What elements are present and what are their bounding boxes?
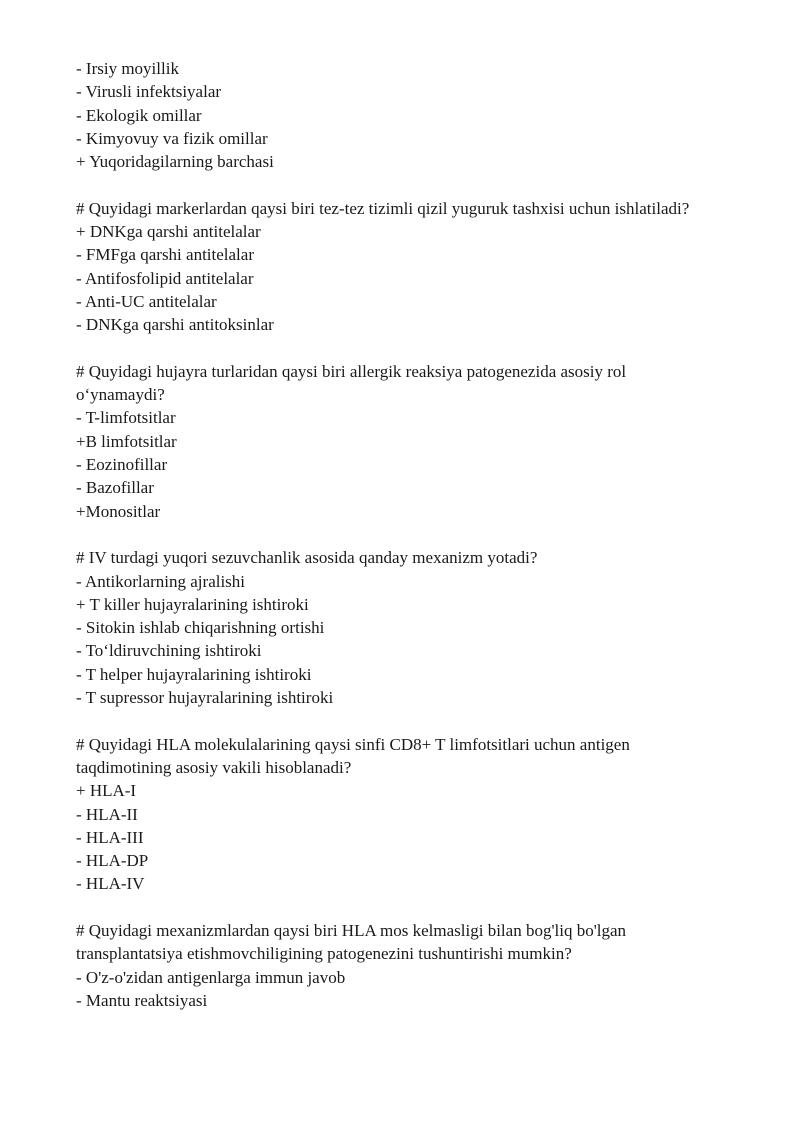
answer-option: +Monositlar xyxy=(76,501,161,521)
answer-option: + HLA-I xyxy=(76,781,137,801)
answer-option: - Sitokin ishlab chiqarishning ortishi xyxy=(76,618,325,638)
question-text: # Quyidagi mexanizmlardan qaysi biri HLA mos kelmasligi bilan bog'liq bo'lgan transplantatsiya etishmovchiligining patogenezini tushuntirishi mumkin? xyxy=(76,920,631,964)
answer-option: - Bazofillar xyxy=(76,478,154,498)
answer-option: - To‘ldiruvchining ishtiroki xyxy=(76,641,262,661)
answer-option: - Mantu reaktsiyasi xyxy=(76,990,208,1010)
question-block xyxy=(76,546,716,709)
answer-option: - Irsiy moyillik xyxy=(76,59,179,78)
paragraph-spacer xyxy=(76,173,716,196)
answer-option: - O'z-o'zidan antigenlarga immun javob xyxy=(76,967,346,987)
answer-option: + T killer hujayralarining ishtiroki xyxy=(76,594,309,614)
paragraph-spacer xyxy=(76,337,716,360)
question-block xyxy=(76,57,716,173)
paragraph-spacer xyxy=(76,523,716,546)
answer-option: - Anti-UC antitelalar xyxy=(76,291,217,311)
answer-option: - DNKga qarshi antitoksinlar xyxy=(76,315,274,335)
paragraph-spacer xyxy=(76,896,716,919)
question-block xyxy=(76,197,716,337)
question-text: # Quyidagi HLA molekulalarining qaysi sinfi CD8+ T limfotsitlari uchun antigen taqdimotining asosiy vakili hisoblanadi? xyxy=(76,734,635,777)
answer-option: + DNKga qarshi antitelalar xyxy=(76,222,261,242)
answer-option: - HLA-II xyxy=(76,804,138,824)
answer-option: - Antikorlarning ajralishi xyxy=(76,571,246,591)
question-text: # Quyidagi hujayra turlaridan qaysi biri allergik reaksiya patogenezida asosiy rol o‘ynamaydi? xyxy=(76,361,631,405)
answer-option: - Eozinofillar xyxy=(76,455,168,475)
answer-option: +B limfotsitlar xyxy=(76,431,177,451)
question-text: # IV turdagi yuqori sezuvchanlik asosida qanday mexanizm yotadi? xyxy=(76,548,538,568)
paragraph-spacer xyxy=(76,709,716,732)
document-page xyxy=(76,57,716,1012)
answer-option: - HLA-IV xyxy=(76,874,145,894)
answer-option: - FMFga qarshi antitelalar xyxy=(76,245,254,265)
question-block xyxy=(76,360,716,523)
answer-option: - HLA-III xyxy=(76,827,144,847)
answer-option: + Yuqoridagilarning barchasi xyxy=(76,152,274,172)
answer-option: - T-limfotsitlar xyxy=(76,408,176,428)
answer-option: - Virusli infektsiyalar xyxy=(76,82,222,102)
question-block xyxy=(76,919,716,1012)
answer-option: - T helper hujayralarining ishtiroki xyxy=(76,664,312,684)
question-text: # Quyidagi markerlardan qaysi biri tez-tez tizimli qizil yuguruk tashxisi uchun ishlatiladi? xyxy=(76,198,690,218)
answer-option: - Kimyovuy va fizik omillar xyxy=(76,128,268,148)
answer-option: - T supressor hujayralarining ishtiroki xyxy=(76,688,334,708)
answer-option: - Ekologik omillar xyxy=(76,105,202,125)
answer-option: - HLA-DP xyxy=(76,851,149,871)
answer-option: - Antifosfolipid antitelalar xyxy=(76,268,254,288)
question-block xyxy=(76,733,716,896)
